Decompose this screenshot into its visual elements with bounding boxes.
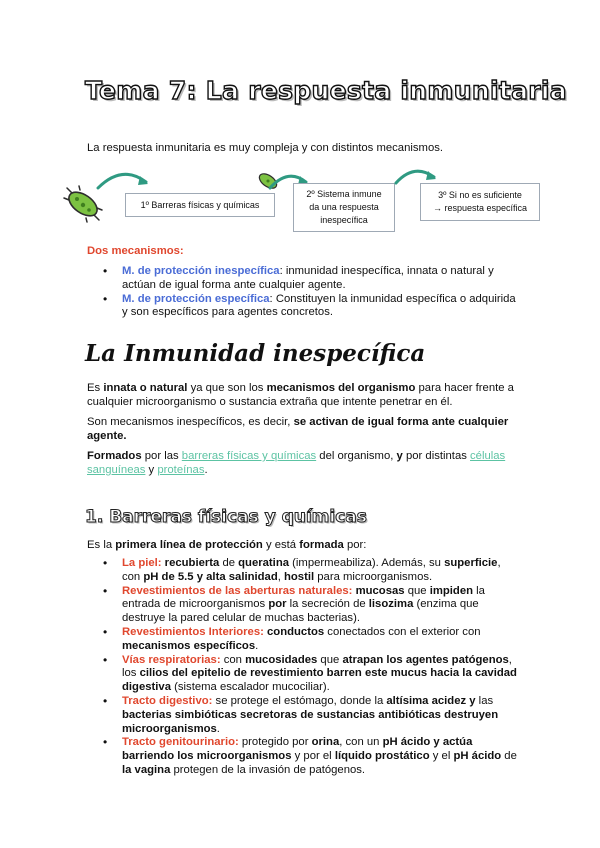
curved-arrow-icon	[392, 165, 440, 185]
page-title: Tema 7: La respuesta inmunitaria	[85, 76, 567, 105]
t: ya que son los	[187, 382, 267, 394]
t: las	[475, 694, 494, 707]
t: Es la	[87, 539, 116, 551]
t: se protege el estómago, donde la	[212, 694, 387, 707]
diagram-box-2-line-1: 2º Sistema inmune	[306, 189, 382, 199]
t: (enzima que destruye la pared celular de muchas bacterias).	[122, 598, 479, 625]
diagram-box-2-line-3: inespecífica	[320, 215, 368, 225]
t: mucosidades	[245, 653, 318, 666]
diagram-box-2-line-2: da una respuesta	[309, 202, 379, 212]
t: por distintas	[402, 450, 471, 462]
t: primera línea de protección	[115, 539, 263, 551]
mecanismos-heading: Dos mecanismos:	[87, 245, 184, 257]
t: con	[220, 653, 246, 666]
t: y	[396, 450, 403, 462]
t: queratina	[238, 557, 290, 569]
label: Vías respiratorias:	[122, 653, 221, 666]
paragraph-mecanismos	[87, 415, 519, 443]
label: Revestimientos de las aberturas naturales:	[122, 584, 353, 597]
t: , con	[122, 557, 501, 583]
diagram-box-1	[125, 193, 275, 217]
t: Es	[87, 382, 104, 394]
diagram-box-3-line-1: 3º Si no es suficiente	[438, 190, 522, 200]
t: ,	[277, 570, 284, 583]
t: protegen de la invasión de patógenos.	[170, 763, 366, 776]
t: y por el	[291, 750, 335, 763]
diagram-box-3	[420, 183, 540, 221]
t: atrapan los agentes patógenos	[342, 653, 509, 666]
t: para hacer frente a cualquier microorganismo o sustancia extraña que intente penetrar en él.	[87, 382, 514, 408]
label: Tracto digestivo:	[122, 694, 213, 707]
t: la vagina	[122, 763, 171, 776]
t: pH de 5.5 y alta salinidad	[143, 570, 278, 583]
t: pH ácido	[453, 750, 502, 763]
term-especifica: M. de protección específica	[122, 292, 270, 305]
bacteria-icon	[64, 186, 102, 222]
t: conectados con el exterior con	[324, 625, 481, 638]
t: hostil	[284, 570, 315, 583]
t: por:	[343, 539, 367, 551]
list-item-piel	[87, 557, 519, 585]
t: altísima acidez y	[386, 694, 476, 707]
label: Revestimientos Interiores:	[122, 625, 264, 638]
link-barreras[interactable]: barreras físicas y químicas	[181, 450, 317, 462]
t: se activan de igual forma ante cualquier agente.	[87, 416, 509, 442]
text: : inmunidad inespecífica, innata o natural y actúan de igual forma ante cualquier agente.	[122, 265, 494, 291]
t: que	[317, 653, 343, 666]
t: (sistema escalador mucociliar).	[170, 681, 330, 694]
list-item-genitourinario	[87, 736, 519, 777]
t: por	[268, 598, 287, 611]
diagram-box-3-line-2: → respuesta específica	[432, 203, 528, 213]
t: superficie	[444, 557, 498, 569]
t: y	[145, 464, 158, 476]
diagram-box-1-label: 1º Barreras físicas y químicas	[140, 199, 260, 210]
t: bacterias simbióticas secretoras de sustancias antibióticas destruyen microorganismos	[122, 708, 499, 735]
t: mecanismos específicos	[122, 639, 256, 652]
t: Formados	[87, 450, 142, 462]
curved-arrow-icon	[94, 168, 152, 190]
t: conductos	[263, 625, 325, 638]
t: .	[204, 464, 208, 476]
barreras-intro	[87, 538, 519, 552]
list-item	[87, 265, 519, 293]
t: orina	[311, 736, 340, 749]
link-celulas[interactable]: células sanguíneas	[87, 450, 506, 476]
label: Tracto genitourinario:	[122, 736, 239, 749]
t: recubierta	[161, 557, 220, 569]
t: .	[216, 722, 220, 735]
diagram-box-2	[293, 183, 395, 232]
barreras-list	[87, 557, 519, 778]
t: formada	[299, 539, 344, 551]
link-proteinas[interactable]: proteínas	[157, 464, 205, 476]
t: y el	[429, 750, 454, 763]
t: cilios del epitelio de revestimiento barren este mucus hacia la cavidad digestiva	[122, 667, 517, 694]
list-item	[87, 293, 519, 321]
term-inespecifica: M. de protección inespecífica	[122, 265, 280, 277]
t: innata o natural	[103, 382, 188, 394]
t: , con un	[339, 736, 383, 749]
list-item-vias	[87, 654, 519, 695]
list-item-revestimientos	[87, 585, 519, 626]
intro-text: La respuesta inmunitaria es muy compleja y con distintos mecanismos.	[87, 142, 444, 154]
t: protegido por	[238, 736, 312, 749]
paragraph-formados	[87, 449, 519, 477]
t: que	[404, 584, 430, 597]
t: pH ácido y actúa barriendo los microorganismos	[122, 736, 473, 763]
section-heading-inmunidad: La Inmunidad inespecífica	[85, 340, 426, 367]
list-item-interiores	[87, 626, 519, 654]
text: : Constituyen la inmunidad específica o adquirida y son específicos para agentes concretos.	[122, 292, 516, 319]
t: por las	[141, 450, 182, 462]
t: , los	[122, 653, 512, 680]
t: impiden	[429, 584, 474, 597]
mecanismos-list	[87, 265, 519, 320]
t: de	[219, 557, 239, 569]
t: de	[501, 750, 517, 763]
t: del organismo,	[316, 450, 397, 462]
list-item-digestivo	[87, 695, 519, 736]
t: la secreción de	[286, 598, 369, 611]
t: y está	[262, 539, 300, 551]
t: la entrada de microorganismos	[122, 584, 485, 611]
t: mecanismos del organismo	[266, 382, 416, 394]
t: para microorganismos.	[314, 570, 433, 583]
paragraph-innata	[87, 381, 519, 409]
t: mucosas	[352, 584, 405, 597]
t: lisozima	[368, 598, 414, 611]
t: Son mecanismos inespecíficos, es decir,	[87, 416, 294, 428]
t: .	[255, 639, 259, 652]
section-heading-barreras: 1. Barreras físicas y químicas	[85, 507, 367, 527]
t: (impermeabiliza). Además, su	[289, 557, 445, 569]
t: líquido prostático	[334, 750, 430, 763]
label: La piel:	[122, 557, 162, 569]
